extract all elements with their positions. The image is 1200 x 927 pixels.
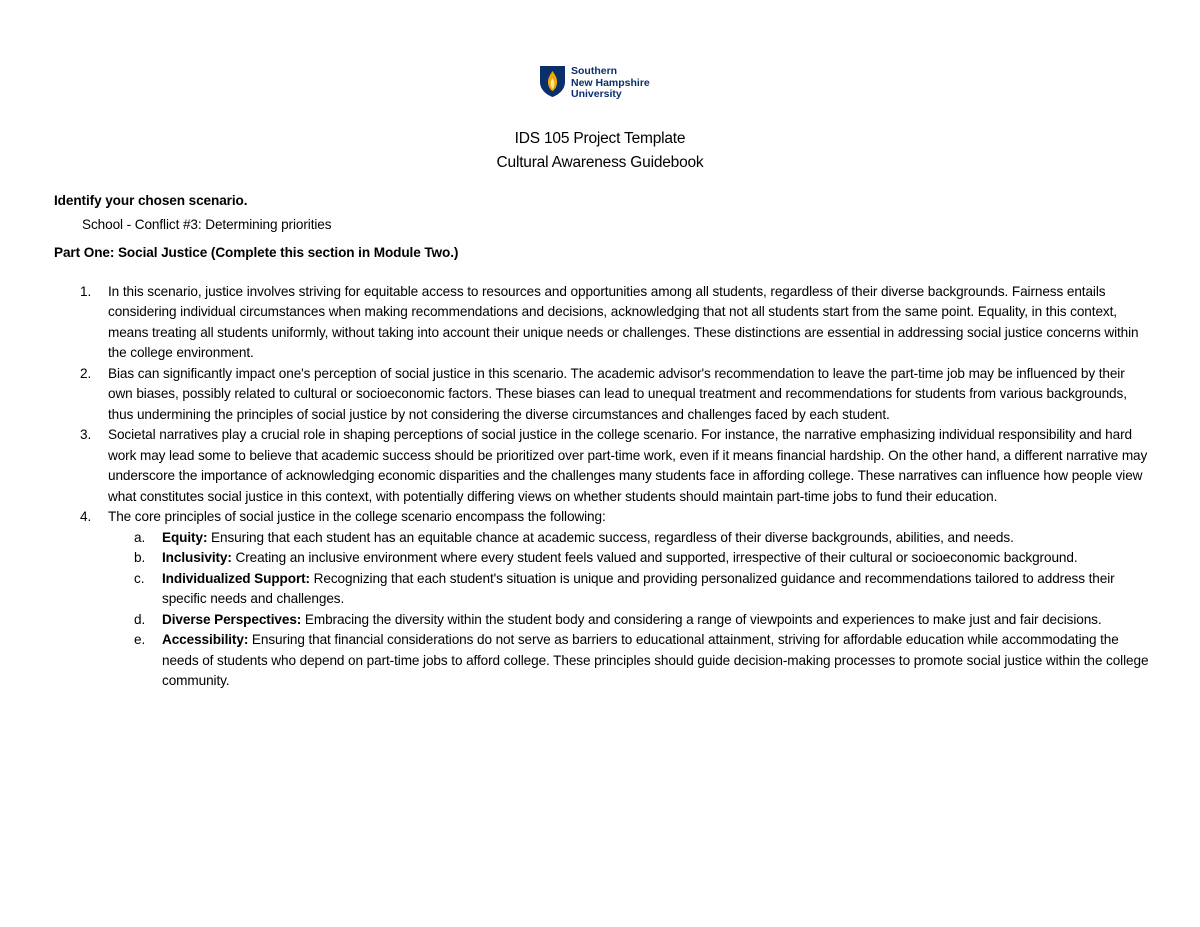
scenario-answer: School - Conflict #3: Determining priorities [82,216,332,232]
principle-letter: d. [134,611,146,627]
principle-letter: c. [134,570,145,586]
scenario-question: Identify your chosen scenario. [54,193,248,208]
list-item [54,364,1150,426]
principle-term: Diverse Perspectives: [162,611,302,627]
snhu-logo [539,65,650,101]
list-item-number: 1. [80,283,92,299]
title-line-1: IDS 105 Project Template [514,130,686,147]
principle-text: Ensuring that each student has an equitable chance at academic success, regardless of their diverse backgrounds, abilities, and needs. [207,529,1014,545]
title-line-2: Cultural Awareness Guidebook [496,154,704,171]
principles-list [108,528,1150,692]
principle-item [108,569,1150,610]
list-item-text: The core principles of social justice in the college scenario encompass the following: [108,509,606,524]
principle-text: Creating an inclusive environment where every student feels valued and supported, irrespective of their cultural or socioeconomic background. [231,550,1078,565]
principle-letter: e. [134,632,146,647]
principle-item [108,548,1150,569]
principle-term: Equity: [162,529,208,545]
logo-line-1: Southern [571,65,618,77]
list-item [54,507,1150,692]
principle-term: Accessibility: [162,632,249,647]
principle-term: Inclusivity: [162,550,232,565]
logo-line-2: New Hampshire [571,76,650,89]
principle-item [108,610,1150,631]
principle-text: Ensuring that financial considerations do not serve as barriers to educational attainment, striving for affordable education while accommodating the needs of students who depend on part-time jobs to afford college. These principles should guide decision-making processes to promote social justice within the college community. [162,632,1149,688]
document-title [0,127,1200,175]
list-item-number: 2. [80,365,92,381]
principle-item [108,528,1150,549]
list-item-number: 3. [80,427,92,442]
list-item-text: Societal narratives play a crucial role in shaping perceptions of social justice in the college scenario. For instance, the narrative emphasizing individual responsibility and hard work may lead some to believe that academic success should be prioritized over part-time work, even if it means financial hardship. On the other hand, a different narrative may underscore the importance of acknowledging economic disparities and the challenges many students face in affording college. These narratives can influence how people view what constitutes social justice in this context, with potentially differing views on whether students should maintain part-time jobs to fund their education. [108,427,1148,504]
list-item [54,425,1150,507]
principle-letter: b. [134,550,146,565]
logo-line-3: University [571,88,622,100]
principle-item [108,630,1150,692]
principle-letter: a. [134,529,146,545]
list-item-text: Bias can significantly impact one's perception of social justice in this scenario. The academic advisor's recommendation to leave the part-time job may be influenced by their own biases, possibly related to cultural or socioeconomic factors. These biases can lead to unequal treatment and recommendations for students from various backgrounds, thus undermining the principles of social justice by not considering the diverse circumstances and challenges faced by each student. [108,365,1127,422]
principle-text: Recognizing that each student's situation is unique and providing personalized guidance and recommendations tailored to address their specific needs and challenges. [162,570,1115,606]
principle-text: Embracing the diversity within the student body and considering a range of viewpoints and experiences to make just and fair decisions. [301,611,1102,627]
document-body [54,191,1150,692]
principle-term: Individualized Support: [162,570,310,586]
list-item [54,282,1150,364]
logo-wordmark [571,66,650,101]
part-one-heading: Part One: Social Justice (Complete this section in Module Two.) [54,245,459,260]
list-item-number: 4. [80,509,92,524]
part-one-list [54,282,1150,692]
shield-flame-icon [539,65,566,98]
list-item-text: In this scenario, justice involves striving for equitable access to resources and opportunities among all students, regardless of their diverse backgrounds. Fairness entails considering individual circumstances when making recommendations and decisions, acknowledging that not all students start from the same point. Equality, in this context, means treating all students uniformly, without taking into account their unique needs or challenges. These distinctions are essential in addressing social justice concerns within the college environment. [108,283,1139,360]
